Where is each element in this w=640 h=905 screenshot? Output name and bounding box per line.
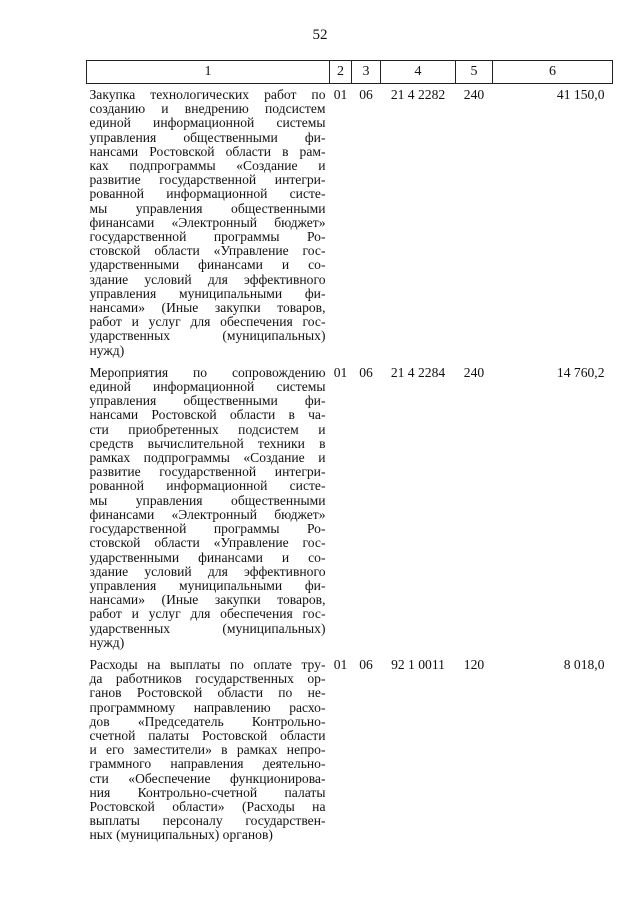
description-line: ударственными финансами и со-	[89, 549, 326, 565]
description-line: мы управления общественными	[89, 200, 326, 216]
description-line: нансами» (Иные закупки товаров,	[89, 592, 326, 608]
description-line: стовской области «Управление гос-	[89, 243, 326, 259]
description-line: управления муниципальными фи-	[89, 577, 326, 593]
amount: 41 150,0	[556, 87, 605, 102]
description-line: стовской области «Управление гос-	[89, 535, 326, 551]
description-line: рамках подпрограммы «Создание и	[89, 450, 326, 466]
description-line: ных (муниципальных) органов)	[89, 827, 273, 843]
table-row	[87, 362, 613, 654]
description-line: сти «Обеспечение функционирова-	[89, 770, 326, 786]
column-header: 3	[352, 61, 381, 84]
column-header: 4	[381, 61, 456, 84]
amount: 8 018,0	[563, 656, 605, 672]
subsection-code: 06	[359, 364, 373, 380]
expense-type-code: 240	[463, 87, 485, 102]
description-line: Мероприятия по сопровождению	[89, 364, 326, 380]
description-line: дов «Председатель Контрольно-	[89, 713, 326, 729]
target-item-code: 92 1 0011	[391, 656, 445, 672]
column-header: 5	[456, 61, 493, 84]
description-line: финансами «Электронный бюджет»	[89, 214, 326, 230]
page-number: 52	[312, 27, 328, 43]
subsection-code: 06	[359, 87, 373, 102]
amount: 14 760,2	[556, 364, 605, 380]
expense-type-code: 120	[463, 656, 485, 672]
description-line: Ростовской области» (Расходы на	[89, 798, 326, 814]
description-line: нужд)	[89, 342, 125, 358]
description-line: да работников государственных ор-	[89, 671, 326, 687]
description-line: развитие государственной интегри-	[89, 172, 326, 188]
expense-description	[87, 362, 330, 654]
description-line: государственной программы Ро-	[89, 521, 326, 537]
description-line: работ и услуг для обеспечения гос-	[89, 606, 326, 622]
description-line: сти приобретенных подсистем и	[89, 421, 326, 437]
description-line: средств вычислительной техники в	[89, 435, 326, 451]
column-header: 6	[493, 61, 613, 84]
table-row	[87, 654, 613, 847]
budget-table	[86, 60, 613, 847]
description-line: единой информационной системы	[89, 379, 326, 395]
description-line: выплаты персоналу государствен-	[89, 813, 326, 829]
section-code: 01	[333, 364, 348, 380]
description-line: работ и услуг для обеспечения гос-	[89, 314, 326, 330]
description-line: Расходы на выплаты по оплате тру-	[89, 656, 326, 672]
expense-type-code: 240	[463, 364, 485, 380]
description-line: здание условий для эффективного	[89, 271, 326, 287]
description-line: развитие государственной интегри-	[89, 464, 326, 480]
description-line: здание условий для эффективного	[89, 563, 326, 579]
description-line: программному направлению расхо-	[89, 699, 326, 715]
column-header: 1	[87, 61, 330, 84]
description-line: ках подпрограммы «Создание и	[89, 158, 326, 174]
description-line: счетной палаты Ростовской области	[89, 727, 326, 743]
description-line: созданию и внедрению подсистем	[89, 101, 326, 117]
description-line: нансами Ростовской области в рам-	[89, 143, 326, 159]
description-line: финансами «Электронный бюджет»	[89, 506, 326, 522]
section-code: 01	[333, 656, 348, 672]
description-line: и его заместители» в рамках непро-	[89, 742, 326, 758]
target-item-code: 21 4 2282	[390, 87, 446, 102]
description-line: ударственных (муниципальных)	[89, 620, 326, 636]
description-line: управления общественными фи-	[89, 393, 326, 409]
description-line: граммного направления деятельно-	[89, 756, 326, 772]
target-item-code: 21 4 2284	[390, 364, 446, 380]
description-line: государственной программы Ро-	[89, 229, 326, 245]
section-code: 01	[333, 87, 348, 102]
subsection-code: 06	[359, 656, 373, 672]
description-line: Закупка технологических работ по	[89, 87, 326, 102]
description-line: управления общественными фи-	[89, 129, 326, 145]
table-header-row	[87, 61, 613, 84]
description-line: ударственных (муниципальных)	[89, 328, 326, 344]
description-line: единой информационной системы	[89, 115, 326, 131]
column-header: 2	[330, 61, 352, 84]
description-line: нансами» (Иные закупки товаров,	[89, 300, 326, 316]
description-line: управления муниципальными фи-	[89, 285, 326, 301]
table-row	[87, 84, 613, 362]
description-line: мы управления общественными	[89, 492, 326, 508]
description-line: ния Контрольно-счетной палаты	[89, 784, 326, 800]
expense-description	[87, 84, 330, 362]
description-line: нансами Ростовской области в ча-	[89, 407, 326, 423]
description-line: ганов Ростовской области по не-	[89, 685, 326, 701]
description-line: рованной информационной систе-	[89, 478, 326, 494]
description-line: ударственными финансами и со-	[89, 257, 326, 273]
description-line: рованной информационной систе-	[89, 186, 326, 202]
expense-description	[87, 654, 330, 847]
description-line: нужд)	[89, 634, 125, 650]
